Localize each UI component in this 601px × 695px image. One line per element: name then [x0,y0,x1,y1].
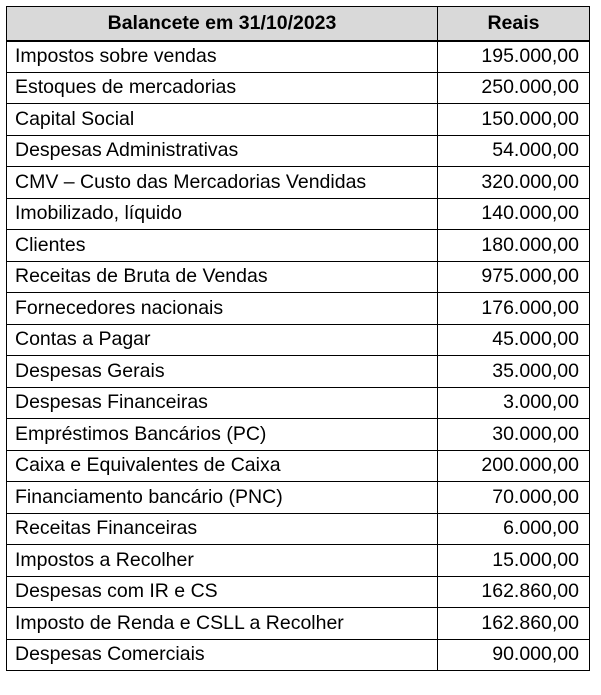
account-value: 162.860,00 [438,608,590,640]
header-row [7,7,590,41]
account-value: 15.000,00 [438,545,590,577]
balancete-table [6,6,590,671]
account-value: 3.000,00 [438,387,590,419]
account-value: 45.000,00 [438,324,590,356]
table-row [7,576,590,608]
account-value: 140.000,00 [438,198,590,230]
account-value: 176.000,00 [438,293,590,325]
account-value: 975.000,00 [438,261,590,293]
account-value: 54.000,00 [438,135,590,167]
account-value: 320.000,00 [438,167,590,199]
table-row [7,450,590,482]
table-row [7,135,590,167]
account-label: Despesas com IR e CS [7,576,438,608]
account-label: Clientes [7,230,438,262]
account-label: Impostos a Recolher [7,545,438,577]
account-value: 195.000,00 [438,41,590,73]
account-label: Contas a Pagar [7,324,438,356]
account-label: Estoques de mercadorias [7,72,438,104]
table-row [7,41,590,73]
account-label: Impostos sobre vendas [7,41,438,73]
header-balancete: Balancete em 31/10/2023 [7,7,438,41]
table-row [7,356,590,388]
account-value: 6.000,00 [438,513,590,545]
account-value: 250.000,00 [438,72,590,104]
table-row [7,482,590,514]
table-row [7,230,590,262]
account-value: 200.000,00 [438,450,590,482]
account-value: 30.000,00 [438,419,590,451]
table-row [7,104,590,136]
table-row [7,198,590,230]
table-row [7,387,590,419]
account-label: Fornecedores nacionais [7,293,438,325]
account-label: Caixa e Equivalentes de Caixa [7,450,438,482]
account-label: Receitas de Bruta de Vendas [7,261,438,293]
account-value: 70.000,00 [438,482,590,514]
account-value: 90.000,00 [438,639,590,671]
account-label: Imposto de Renda e CSLL a Recolher [7,608,438,640]
account-label: Receitas Financeiras [7,513,438,545]
account-label: CMV – Custo das Mercadorias Vendidas [7,167,438,199]
account-label: Empréstimos Bancários (PC) [7,419,438,451]
table-row [7,72,590,104]
table-row [7,419,590,451]
account-label: Despesas Administrativas [7,135,438,167]
table-row [7,167,590,199]
header-reais: Reais [438,7,590,41]
account-value: 162.860,00 [438,576,590,608]
table-row [7,545,590,577]
account-label: Capital Social [7,104,438,136]
table-row [7,513,590,545]
table-row [7,324,590,356]
account-label: Financiamento bancário (PNC) [7,482,438,514]
table-row [7,608,590,640]
balancete-sheet [6,6,589,671]
account-label: Despesas Comerciais [7,639,438,671]
table-body [7,41,590,671]
account-label: Despesas Financeiras [7,387,438,419]
account-label: Despesas Gerais [7,356,438,388]
table-row [7,261,590,293]
table-row [7,639,590,671]
table-header [7,7,590,41]
account-value: 35.000,00 [438,356,590,388]
account-label: Imobilizado, líquido [7,198,438,230]
table-row [7,293,590,325]
account-value: 180.000,00 [438,230,590,262]
account-value: 150.000,00 [438,104,590,136]
